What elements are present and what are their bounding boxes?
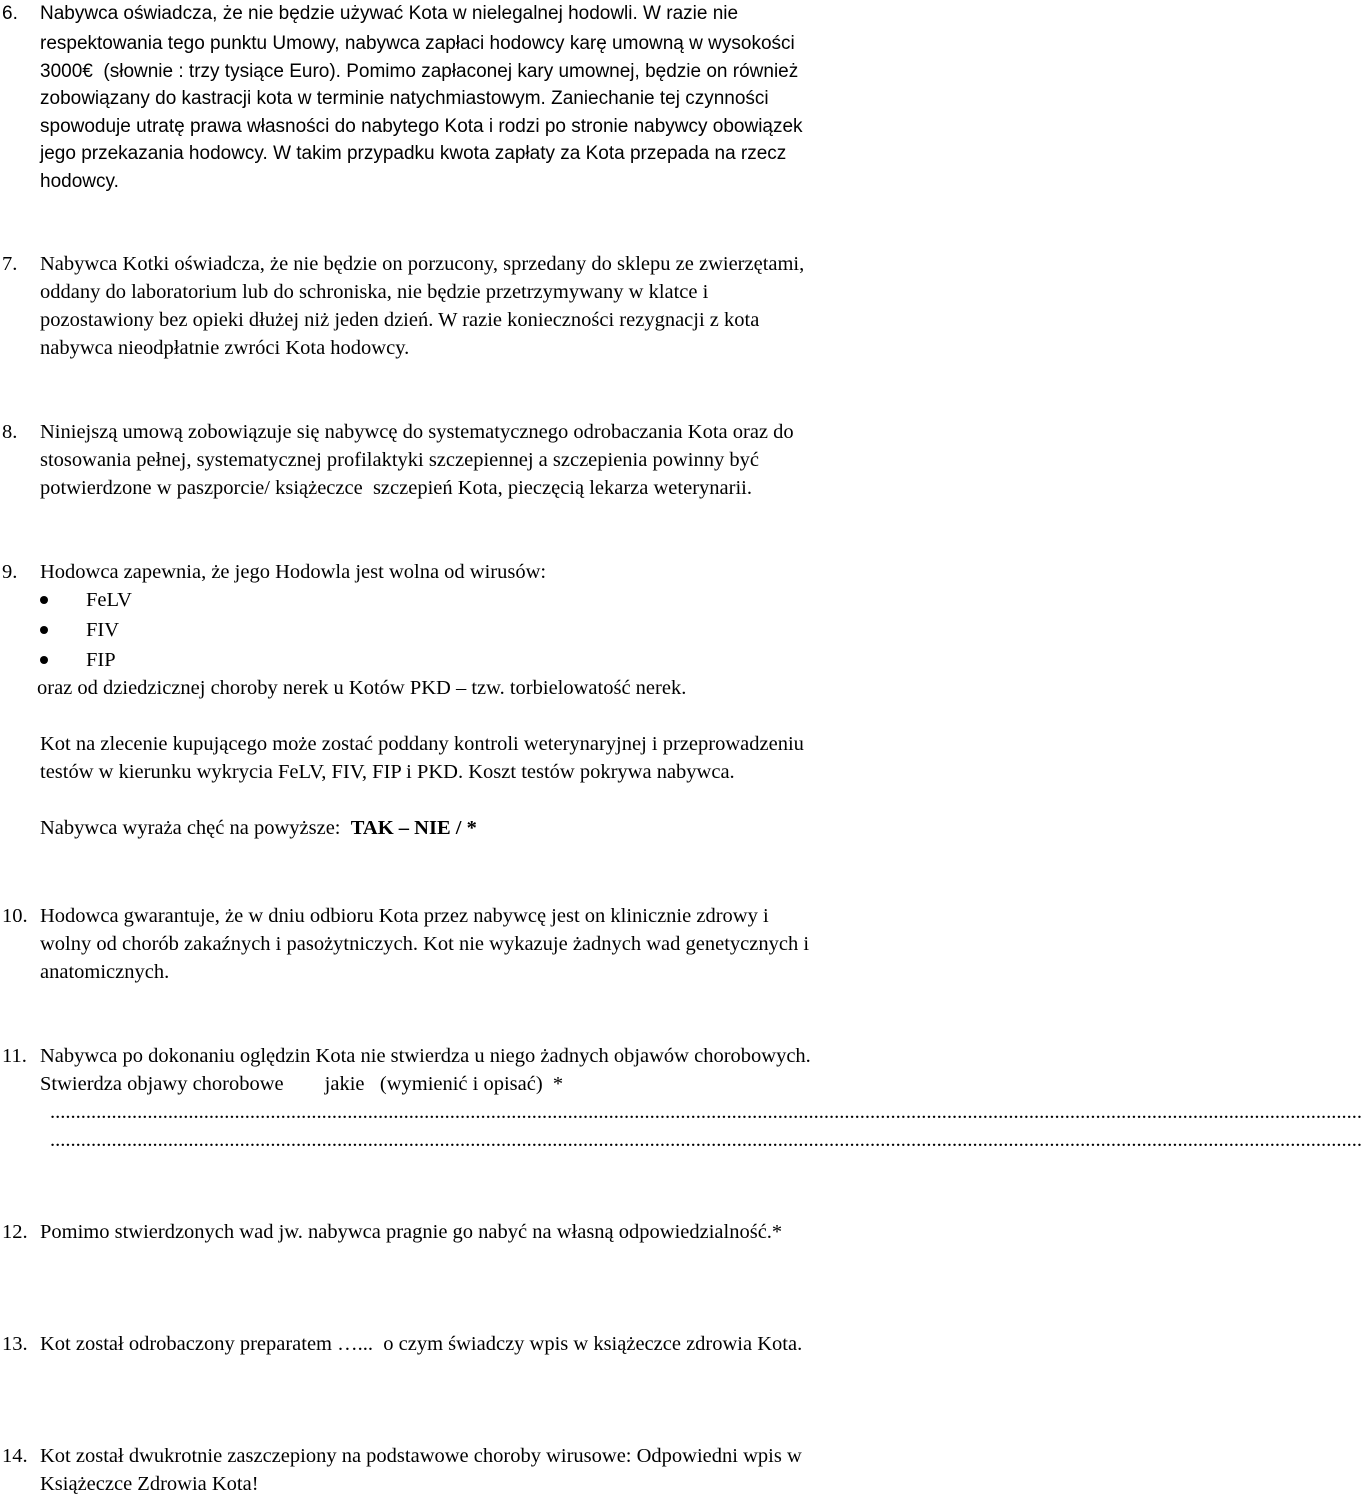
text-line: Pomimo stwierdzonych wad jw. nabywca pragnie go nabyć na własną odpowiedzialność.*	[40, 1221, 783, 1243]
choice-prefix: Nabywca wyraża chęć na powyższe:	[40, 817, 351, 839]
text-line: Nabywca Kotki oświadcza, że nie będzie on porzucony, sprzedany do sklepu ze zwierzętami,	[40, 253, 805, 275]
list-item: FIP	[86, 649, 116, 671]
section-number: 10.	[2, 905, 28, 927]
text-line: oddany do laboratorium lub do schroniska, nie będzie przetrzymywany w klatce i	[40, 281, 709, 303]
text-line: 3000€ (słownie : trzy tysiące Euro). Pomimo zapłaconej kary umownej, będzie on również	[40, 61, 799, 82]
text-line: hodowcy.	[40, 171, 119, 192]
text-line: Kot został odrobaczony preparatem …... o czym świadczy wpis w książeczce zdrowia Kota.	[40, 1333, 803, 1355]
text-line: Hodowca gwarantuje, że w dniu odbioru Kota przez nabywcę jest on klinicznie zdrowy i	[40, 905, 769, 927]
text-line: pozostawiony bez opieki dłużej niż jeden dzień. W razie konieczności rezygnacji z kota	[40, 309, 760, 331]
section-number: 9.	[2, 561, 18, 583]
bullet-icon	[40, 596, 48, 604]
text-line: jego przekazania hodowcy. W takim przypadku kwota zapłaty za Kota przepada na rzecz	[40, 143, 787, 164]
text-line: spowoduje utratę prawa własności do nabytego Kota i rodzi po stronie nabywcy obowiązek	[40, 116, 803, 137]
text-line: oraz od dziedzicznej choroby nerek u Kotów PKD – tzw. torbielowatość nerek.	[37, 677, 687, 699]
section-number: 14.	[2, 1445, 28, 1467]
choice-options: TAK – NIE / *	[350, 817, 477, 839]
text-line: Nabywca po dokonaniu oględzin Kota nie stwierdza u niego żadnych objawów chorobowych.	[40, 1045, 811, 1067]
text-line: Kot na zlecenie kupującego może zostać poddany kontroli weterynaryjnej i przeprowadzeniu	[40, 733, 804, 755]
text-line: wolny od chorób zakaźnych i pasożytniczych. Kot nie wykazuje żadnych wad genetycznych i	[40, 933, 810, 955]
text-line: anatomicznych.	[40, 961, 170, 983]
bullet-icon	[40, 626, 48, 634]
text-line: Niniejszą umową zobowiązuje się nabywcę do systematycznego odrobaczania Kota oraz do	[40, 421, 794, 443]
text-line: Książeczce Zdrowia Kota!	[40, 1473, 259, 1495]
text-line: respektowania tego punktu Umowy, nabywca zapłaci hodowcy karę umowną w wysokości	[40, 33, 795, 54]
list-item: FIV	[86, 619, 120, 641]
text-line: testów w kierunku wykrycia FeLV, FIV, FIP i PKD. Koszt testów pokrywa nabywca.	[40, 761, 735, 783]
section-number: 6.	[2, 3, 18, 24]
section-number: 7.	[2, 253, 18, 275]
list-item: FeLV	[86, 589, 132, 611]
section-intro: Hodowca zapewnia, że jego Hodowla jest wolna od wirusów:	[40, 561, 547, 583]
section-number: 12.	[2, 1221, 28, 1243]
text-line: Kot został dwukrotnie zaszczepiony na podstawowe choroby wirusowe: Odpowiedni wpis w	[40, 1445, 802, 1467]
fill-in-dotted-line[interactable]: ................................................................................................................................................................................................................................................................	[50, 1101, 1362, 1123]
choice-line	[40, 818, 477, 839]
text-line: Nabywca oświadcza, że nie będzie używać Kota w nielegalnej hodowli. W razie nie	[40, 3, 739, 24]
bullet-icon	[40, 656, 48, 664]
text-line: zobowiązany do kastracji kota w terminie natychmiastowym. Zaniechanie tej czynności	[40, 88, 769, 109]
text-line: potwierdzone w paszporcie/ książeczce szczepień Kota, pieczęcią lekarza weterynarii.	[40, 477, 752, 499]
text-line: nabywca nieodpłatnie zwróci Kota hodowcy.	[40, 337, 410, 359]
fill-in-dotted-line[interactable]: ................................................................................................................................................................................................................................................................	[50, 1129, 1362, 1151]
text-line: stosowania pełnej, systematycznej profilaktyki szczepiennej a szczepienia powinny być	[40, 449, 759, 471]
section-number: 11.	[2, 1045, 27, 1067]
section-number: 13.	[2, 1333, 28, 1355]
text-line: Stwierdza objawy chorobowe jakie (wymienić i opisać) *	[40, 1073, 564, 1095]
section-number: 8.	[2, 421, 18, 443]
